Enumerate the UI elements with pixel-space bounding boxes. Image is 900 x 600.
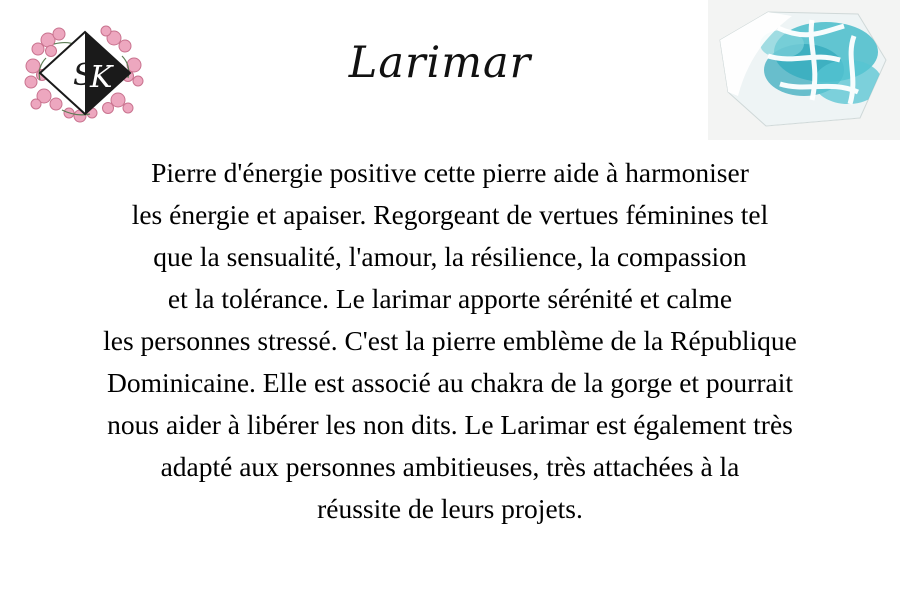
svg-text:S: S (73, 58, 94, 93)
description-line: adapté aux personnes ambitieuses, très attachées à la (160, 451, 740, 482)
page-title: Larimar (348, 38, 532, 88)
description-line: Dominicaine. Elle est associé au chakra de la gorge et pourrait (107, 367, 793, 398)
description-line: nous aider à libérer les non dits. Le Larimar est également très (107, 409, 793, 440)
larimar-stone-photo (708, 0, 900, 140)
description-line: que la sensualité, l'amour, la résilience, la compassion (153, 241, 747, 272)
card-header (0, 0, 900, 140)
description-line: et la tolérance. Le larimar apporte sérénité et calme (167, 283, 733, 314)
description-line: les énergie et apaiser. Regorgeant de vertues féminines tel (131, 199, 769, 230)
description-line: Pierre d'énergie positive cette pierre aide à harmoniser (151, 157, 749, 188)
sk-floral-logo (18, 18, 153, 128)
description-line: réussite de leurs projets. (317, 493, 583, 524)
description-text (0, 152, 900, 530)
svg-text:K: K (90, 60, 113, 95)
description-line: les personnes stressé. C'est la pierre emblème de la République (103, 325, 797, 356)
